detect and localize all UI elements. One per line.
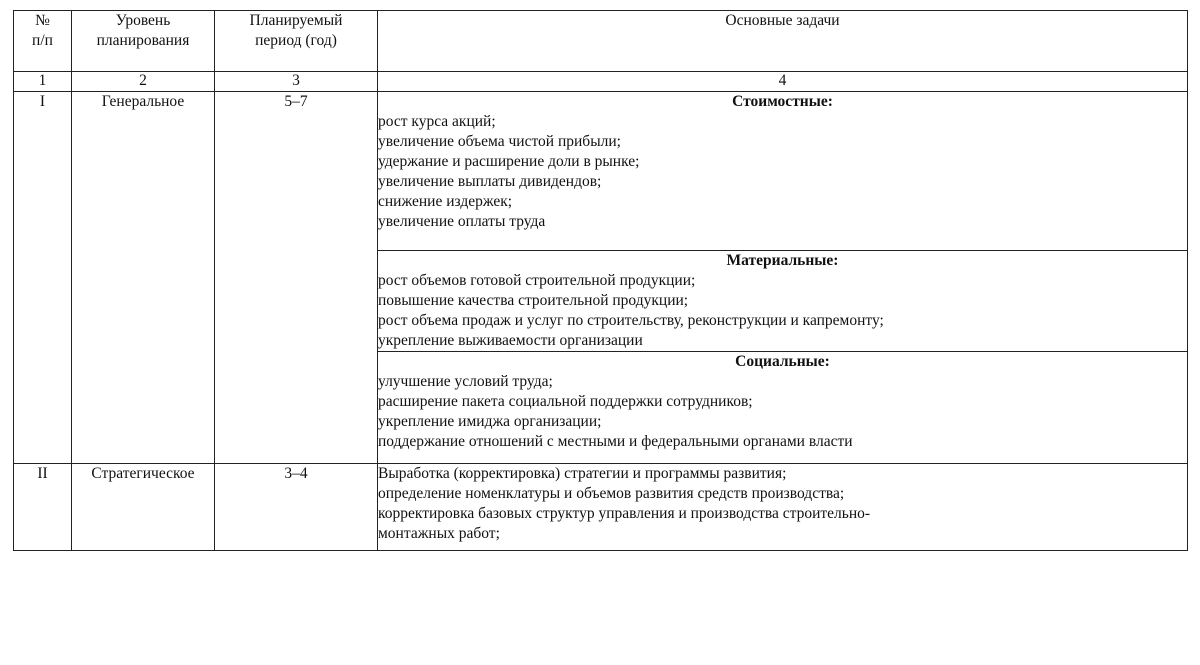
group-title: Материальные: bbox=[726, 252, 839, 269]
list-item: корректировка базовых структур управления и производства строительно- bbox=[378, 505, 871, 522]
list-item: повышение качества строительной продукции; bbox=[378, 292, 689, 309]
column-number: 3 bbox=[215, 72, 378, 92]
group-title: Социальные: bbox=[735, 353, 830, 370]
column-number-row bbox=[14, 72, 1188, 92]
list-item: улучшение условий труда; bbox=[378, 373, 553, 390]
list-item: монтажных работ; bbox=[378, 525, 500, 542]
list-item: рост курса акций; bbox=[378, 113, 496, 130]
task-list-strategic bbox=[378, 464, 1188, 551]
list-item: увеличение выплаты дивидендов; bbox=[378, 173, 602, 190]
planning-period: 3–4 bbox=[215, 464, 378, 551]
planning-level: Генеральное bbox=[72, 92, 215, 464]
column-number: 1 bbox=[14, 72, 72, 92]
list-item: рост объема продаж и услуг по строительству, реконструкции и капремонту; bbox=[378, 312, 884, 329]
list-item: рост объемов готовой строительной продукции; bbox=[378, 272, 696, 289]
header-tasks: Основные задачи bbox=[378, 11, 1188, 72]
task-group-social bbox=[378, 352, 1188, 464]
planning-table bbox=[13, 10, 1188, 551]
table-header-row bbox=[14, 11, 1188, 72]
group-title: Стоимостные: bbox=[732, 93, 833, 110]
list-item: снижение издержек; bbox=[378, 193, 513, 210]
planning-level: Стратегическое bbox=[72, 464, 215, 551]
table-row bbox=[14, 464, 1188, 551]
task-group-value bbox=[378, 92, 1188, 251]
list-item: Выработка (корректировка) стратегии и программы развития; bbox=[378, 465, 787, 482]
task-group-material bbox=[378, 251, 1188, 352]
row-number: II bbox=[14, 464, 72, 551]
list-item: поддержание отношений с местными и федеральными органами власти bbox=[378, 433, 853, 450]
header-number: № п/п bbox=[14, 11, 72, 72]
list-item: увеличение объема чистой прибыли; bbox=[378, 133, 621, 150]
list-item: укрепление выживаемости организации bbox=[378, 332, 643, 349]
table-row bbox=[14, 92, 1188, 251]
header-level: Уровень планирования bbox=[72, 11, 215, 72]
column-number: 2 bbox=[72, 72, 215, 92]
list-item: определение номенклатуры и объемов развития средств производства; bbox=[378, 485, 845, 502]
list-item: расширение пакета социальной поддержки сотрудников; bbox=[378, 393, 753, 410]
column-number: 4 bbox=[378, 72, 1188, 92]
list-item: укрепление имиджа организации; bbox=[378, 413, 602, 430]
row-number: I bbox=[14, 92, 72, 464]
list-item: удержание и расширение доли в рынке; bbox=[378, 153, 640, 170]
planning-period: 5–7 bbox=[215, 92, 378, 464]
header-period: Планируемый период (год) bbox=[215, 11, 378, 72]
list-item: увеличение оплаты труда bbox=[378, 213, 546, 230]
